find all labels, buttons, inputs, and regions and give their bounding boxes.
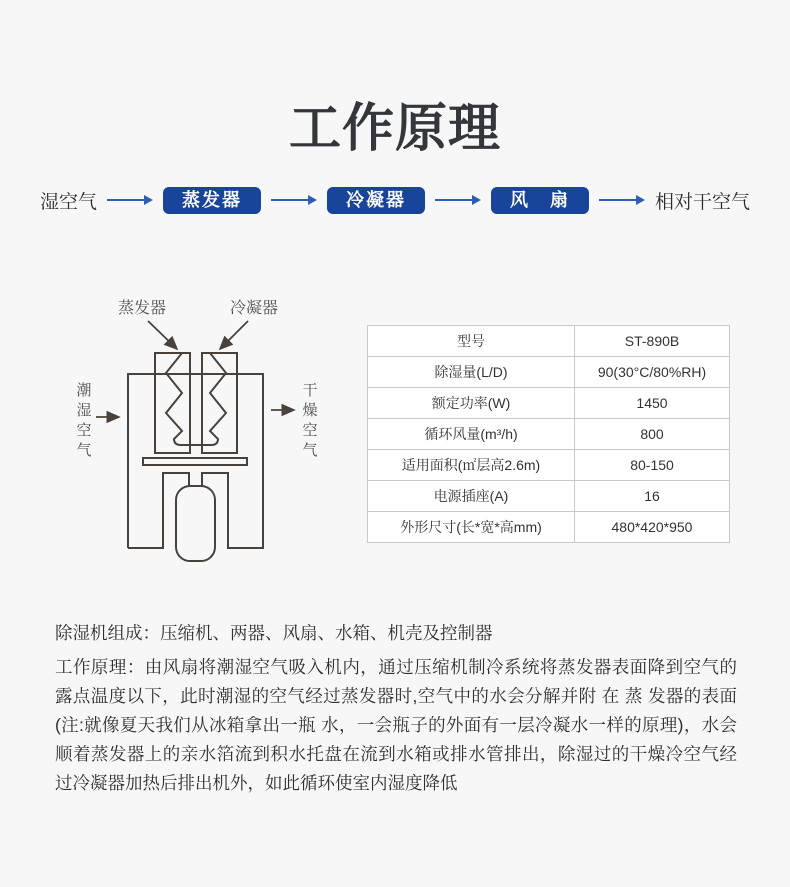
spec-value: 800: [575, 419, 730, 450]
humid-air-label: 气: [76, 442, 92, 459]
flow-end-label: 相对干空气: [655, 191, 751, 213]
evaporator-coil-box: [155, 353, 190, 453]
condenser-pointer-arrow-icon: [220, 321, 248, 349]
table-row: [368, 326, 730, 357]
flow-step-fan: 风 扇: [491, 187, 589, 214]
condenser-coil-box: [202, 353, 237, 453]
spec-label: 除湿量(L/D): [368, 357, 575, 388]
housing-outline: [128, 473, 189, 548]
table-row: [368, 481, 730, 512]
spec-value: 1450: [575, 388, 730, 419]
housing-outline: [128, 374, 263, 548]
table-row: [368, 388, 730, 419]
evaporator-label: 蒸发器: [117, 300, 167, 317]
refrigerant-zigzag-pipe: [166, 353, 226, 445]
dry-air-label: 空: [302, 422, 318, 439]
evaporator-pointer-arrow-icon: [148, 321, 177, 349]
compressor-tank: [176, 486, 215, 561]
flow-step-evaporator: 蒸发器: [163, 187, 261, 214]
spec-value: 480*420*950: [575, 512, 730, 543]
spec-value: 80-150: [575, 450, 730, 481]
spec-value: 16: [575, 481, 730, 512]
humid-air-label: 潮: [76, 382, 92, 399]
flow-step-condenser: 冷凝器: [327, 187, 425, 214]
right-arrow-icon: [434, 194, 482, 206]
table-row: [368, 357, 730, 388]
page-title: 工作原理: [288, 100, 501, 158]
humid-air-label: 空: [76, 422, 92, 439]
spec-table: [367, 325, 730, 543]
humid-air-label: 湿: [76, 402, 92, 419]
table-row: [368, 450, 730, 481]
dry-air-label: 气: [302, 442, 318, 459]
flow-start-label: 湿空气: [39, 191, 97, 213]
right-arrow-icon: [598, 194, 646, 206]
spec-label: 外形尺寸(长*宽*高mm): [368, 512, 575, 543]
spec-value: ST-890B: [575, 326, 730, 357]
condenser-label: 冷凝器: [229, 300, 279, 317]
right-arrow-icon: [106, 194, 154, 206]
dehumidifier-schematic-diagram: [40, 283, 360, 583]
principle-text: 工作原理：由风扇将潮湿空气吸入机内，通过压缩机制冷系统将蒸发器表面降到空气的露点温度以下，此时潮湿的空气经过蒸发器时,空气中的水会分解并附 在 蒸 发器的表面(注:就像夏天我们从冰箱拿出一瓶 水，一会瓶子的外面有一层冷凝水一样的原理)，水会顺着蒸发器上的亲水箔流到积水托盘在流到水箱或排水管排出，除湿过的干燥冷空气经过冷凝器加热后排出机外，如此循环使室内湿度降低: [55, 657, 737, 793]
spec-label: 适用面积(㎡层高2.6m): [368, 450, 575, 481]
spec-label: 循环风量(m³/h): [368, 419, 575, 450]
process-flow: [0, 186, 790, 214]
composition-text: 除湿机组成：压缩机、两器、风扇、水箱、机壳及控制器: [55, 623, 493, 643]
spec-label: 电源插座(A): [368, 481, 575, 512]
right-arrow-icon: [270, 194, 318, 206]
dry-air-label: 燥: [302, 402, 318, 419]
spec-label: 型号: [368, 326, 575, 357]
table-row: [368, 512, 730, 543]
table-row: [368, 419, 730, 450]
drip-tray: [143, 458, 247, 465]
spec-label: 额定功率(W): [368, 388, 575, 419]
dry-air-label: 干: [302, 382, 318, 399]
spec-value: 90(30°C/80%RH): [575, 357, 730, 388]
